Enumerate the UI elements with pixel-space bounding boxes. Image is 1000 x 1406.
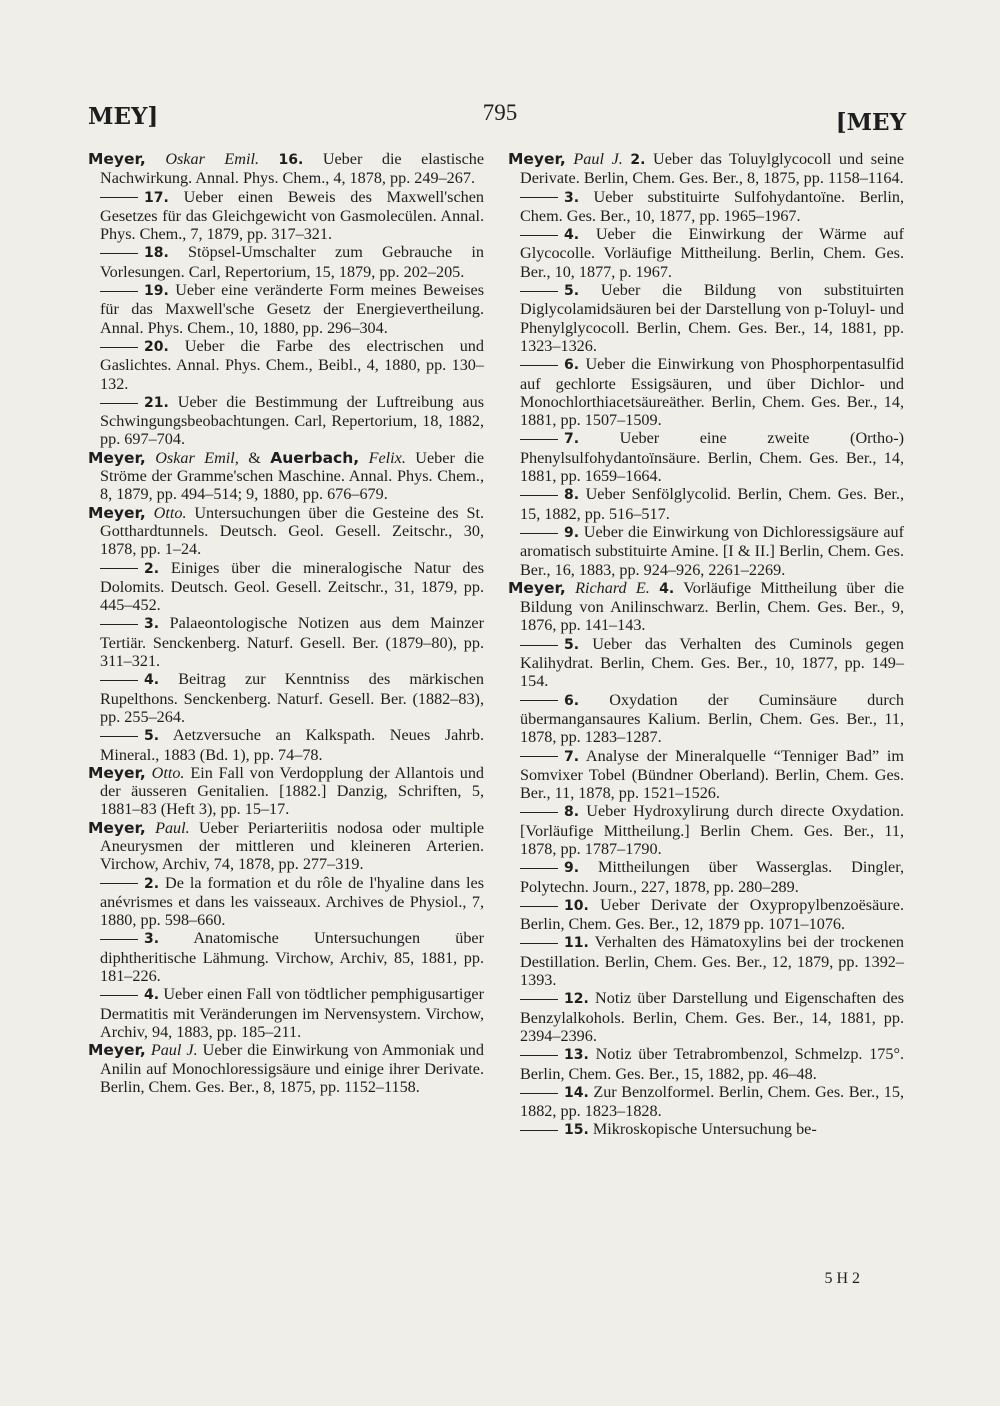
- running-header: [0, 100, 1000, 137]
- repeat-dash: [520, 700, 558, 701]
- header-left: MEY]: [88, 103, 159, 130]
- author-given-name: Paul J.: [573, 150, 623, 168]
- bibliography-entry: [88, 281, 484, 337]
- entry-text: Ueber die Bestimmung der Luftreibung aus Schwingungsbeobachtungen. Carl, Repertorium, 18, 1882, pp. 697–704.: [100, 392, 485, 449]
- repeat-dash: [100, 680, 138, 681]
- entry-text: Ueber die Einwirkung von Phosphorpentasulfid auf gechlorte Essigsäuren, und über Dichlor- und Monochlorthiacetsäureäther. Berlin, Chem. Ges. Ber., 14, 1881, pp. 1507–1509.: [520, 355, 905, 430]
- bibliography-entry: [508, 1120, 904, 1139]
- entry-number: 4.: [144, 672, 160, 689]
- entry-text: Zur Benzolformel. Berlin, Chem. Ges. Ber., 15, 1882, pp. 1823–1828.: [520, 1082, 905, 1121]
- entry-number: 17.: [144, 189, 169, 206]
- author-given-name: Oskar Emil.: [165, 150, 259, 168]
- signature-mark: 5 H 2: [824, 1270, 860, 1287]
- repeat-dash: [520, 943, 558, 944]
- bibliography-entry: [508, 523, 904, 579]
- entry-text: Mikroskopische Untersuchung be-: [592, 1120, 817, 1139]
- bibliography-entry: [88, 337, 484, 393]
- entry-number: 11.: [564, 935, 589, 952]
- repeat-dash: [520, 812, 558, 813]
- bibliography-entry: [88, 504, 484, 559]
- repeat-dash: [520, 868, 558, 869]
- entry-text: Stöpsel-Umschalter zum Gebrauche in Vorlesungen. Carl, Repertorium, 15, 1879, pp. 202–205.: [100, 243, 484, 281]
- left-column: [88, 150, 484, 1096]
- entry-number: 18.: [144, 245, 169, 262]
- entry-number: 3.: [144, 931, 160, 948]
- bibliography-entry: [88, 614, 484, 670]
- coauthor-given-name: Felix.: [368, 448, 406, 467]
- bibliography-entry: [508, 896, 904, 934]
- repeat-dash: [520, 533, 558, 534]
- bibliography-entry: [508, 225, 904, 281]
- bibliography-entry: [508, 1045, 904, 1083]
- author-given-name: Paul.: [155, 818, 190, 837]
- repeat-dash: [100, 568, 138, 569]
- bibliography-entry: [88, 929, 484, 985]
- entry-number: 2.: [144, 560, 160, 577]
- repeat-dash: [520, 439, 558, 440]
- entry-number: 4.: [144, 987, 160, 1004]
- author-surname: Meyer,: [88, 150, 146, 168]
- author-given-name: Otto.: [153, 503, 187, 522]
- bibliography-entry: [508, 858, 904, 896]
- entry-number: 7.: [564, 748, 580, 765]
- entry-text: De la formation et du rôle de l'hyaline dans les anévrismes et dans les vaisseaux. Archives de Physiol., 7, 1880, pp. 598–660.: [100, 873, 484, 930]
- repeat-dash: [520, 365, 558, 366]
- author-surname: Meyer,: [508, 150, 566, 168]
- author-given-name: Oskar Emil,: [155, 448, 239, 467]
- entry-number: 2.: [630, 152, 646, 168]
- bibliography-entry: [88, 985, 484, 1041]
- header-right: [MEY: [835, 109, 906, 136]
- author-surname: Meyer,: [88, 448, 146, 467]
- bibliography-entry: [508, 747, 904, 803]
- bibliography-entry: [508, 691, 904, 747]
- bibliography-entry: [88, 393, 484, 449]
- bibliography-entry: [508, 989, 904, 1045]
- bibliography-entry: [508, 355, 904, 429]
- entry-text: Notiz über Darstellung und Eigenschaften des Benzylalkohols. Berlin, Chem. Ges. Ber., 14, 1881, pp. 2394–2396.: [520, 989, 905, 1045]
- bibliography-entry: [88, 819, 484, 874]
- entry-text: Ein Fall von Verdopplung der Allantois und der äusseren Genitalien. [1882.] Danzig, Schriften, 5, 1881–83 (Heft 3), pp. 15–17.: [100, 763, 485, 819]
- repeat-dash: [100, 403, 138, 404]
- entry-text: Oxydation der Cuminsäure durch übermangansaures Kalium. Berlin, Chem. Ges. Ber., 11, 1878, pp. 1283–1287.: [520, 690, 905, 747]
- entry-text: Ueber die Einwirkung von Ammoniak und Anilin auf Monochloressigsäure und einige ihrer Derivate. Berlin, Chem. Ges. Ber., 8, 1875, pp. 1152–1158.: [100, 1041, 484, 1096]
- repeat-dash: [100, 347, 138, 348]
- entry-number: 8.: [564, 487, 580, 504]
- entry-text: Ueber die Einwirkung von Dichloressigsäure auf aromatisch substituirte Amine. [I & II.] Berlin, Chem. Ges. Ber., 16, 1883, pp. 924–926, 2261–2269.: [520, 522, 905, 579]
- bibliography-entry: [508, 802, 904, 858]
- entry-number: 9.: [564, 524, 580, 541]
- bibliography-entry: [508, 150, 904, 188]
- repeat-dash: [520, 1130, 558, 1131]
- bibliography-entry: [88, 559, 484, 615]
- entry-number: 3.: [564, 189, 580, 206]
- entry-text: Untersuchungen über die Gesteine des St. Gotthardtunnels. Deutsch. Geol. Gesell. Zeitschr., 30, 1878, pp. 1–24.: [100, 503, 485, 559]
- entry-text: Mittheilungen über Wasserglas. Dingler, Polytechn. Journ., 227, 1878, pp. 280–289.: [520, 858, 904, 896]
- author-surname: Meyer,: [88, 1041, 146, 1060]
- author-given-name: Paul J.: [150, 1041, 198, 1060]
- bibliography-entry: [508, 188, 904, 226]
- bibliography-entry: [508, 1083, 904, 1121]
- entry-text: Verhalten des Hämatoxylins bei der trockenen Destillation. Berlin, Chem. Ges. Ber., 12, 1879, pp. 1392–1393.: [520, 933, 904, 990]
- entry-text: Anatomische Untersuchungen über diphtheritische Lähmung. Virchow, Archiv, 85, 1881, pp. 181–226.: [100, 929, 484, 986]
- bibliography-entry: [508, 281, 904, 355]
- repeat-dash: [100, 883, 138, 884]
- repeat-dash: [520, 1055, 558, 1056]
- repeat-dash: [520, 291, 558, 292]
- entry-text: Ueber die Ströme der Gramme'schen Maschine. Annal. Phys. Chem., 8, 1879, pp. 494–514; 9, 1880, pp. 676–679.: [100, 448, 485, 504]
- entry-text: Vorläufige Mittheilung über die Bildung von Anilinschwarz. Berlin, Chem. Ges. Ber., 9, 1876, pp. 141–143.: [520, 578, 905, 635]
- entry-text: Aetzversuche an Kalkspath. Neues Jahrb. Mineral., 1883 (Bd. 1), pp. 74–78.: [100, 726, 484, 764]
- repeat-dash: [520, 495, 558, 496]
- bibliography-entry: [88, 449, 484, 504]
- bibliography-entry: [88, 243, 484, 281]
- bibliography-entry: [508, 429, 904, 485]
- entry-number: 6.: [564, 692, 580, 709]
- bibliography-entry: [508, 485, 904, 523]
- repeat-dash: [520, 197, 558, 198]
- entry-text: Ueber das Verhalten des Cuminols gegen Kalihydrat. Berlin, Chem. Ges. Ber., 10, 1877, pp. 149–154.: [520, 634, 905, 691]
- author-surname: Meyer,: [88, 763, 146, 782]
- bibliography-entry: [88, 1041, 484, 1096]
- entry-number: 5.: [564, 636, 580, 653]
- entry-number: 13.: [564, 1047, 589, 1064]
- entry-text: Notiz über Tetrabrombenzol, Schmelzp. 175°. Berlin, Chem. Ges. Ber., 15, 1882, pp. 46–48.: [520, 1045, 905, 1083]
- entry-number: 10.: [564, 897, 589, 914]
- repeat-dash: [520, 999, 558, 1000]
- repeat-dash: [100, 197, 138, 198]
- author-surname: Meyer,: [88, 818, 146, 837]
- page-number: 795: [482, 100, 518, 125]
- entry-text: Ueber das Toluylglycocoll und seine Derivate. Berlin, Chem. Ges. Ber., 8, 1875, pp. 1158–1164.: [520, 150, 905, 188]
- author-given-name: Richard E.: [575, 578, 650, 597]
- entry-text: Ueber die Farbe des electrischen und Gaslichtes. Annal. Phys. Chem., Beibl., 4, 1880, pp. 130–132.: [100, 336, 484, 393]
- entry-number: 8.: [564, 804, 580, 821]
- bibliography-entry: [88, 764, 484, 819]
- repeat-dash: [520, 906, 558, 907]
- repeat-dash: [520, 756, 558, 757]
- entry-number: 4.: [564, 227, 580, 244]
- entry-number: 6.: [564, 357, 580, 374]
- repeat-dash: [100, 995, 138, 996]
- entry-text: Ueber die elastische Nachwirkung. Annal. Phys. Chem., 4, 1878, pp. 249–267.: [100, 150, 485, 188]
- author-surname: Meyer,: [88, 503, 146, 522]
- entry-number: 9.: [564, 860, 580, 877]
- entry-text: Ueber eine zweite (Ortho-) Phenylsulfohydantoïnsäure. Berlin, Chem. Ges. Ber., 14, 1881, pp. 1659–1664.: [520, 429, 904, 486]
- bibliography-entry: [88, 726, 484, 764]
- repeat-dash: [100, 253, 138, 254]
- entry-number: 19.: [144, 283, 169, 300]
- entry-text: Ueber Periarteriitis nodosa oder multiple Aneurysmen der mittleren und kleineren Arterien. Virchow, Archiv, 74, 1878, pp. 277–319.: [100, 818, 485, 874]
- ampersand: &: [248, 448, 261, 467]
- entry-text: Ueber Senfölglycolid. Berlin, Chem. Ges. Ber., 15, 1882, pp. 516–517.: [520, 485, 905, 523]
- bibliography-entry: [88, 874, 484, 930]
- repeat-dash: [100, 624, 138, 625]
- entry-text: Ueber einen Beweis des Maxwell'schen Gesetzes für das Gleichgewicht von Gasmolecülen. Annal. Phys. Chem., 7, 1879, pp. 317–321.: [100, 187, 484, 244]
- entry-number: 2.: [144, 875, 160, 892]
- bibliography-entry: [508, 579, 904, 635]
- bibliography-entry: [88, 150, 484, 188]
- entry-number: 20.: [144, 338, 169, 355]
- right-column: [508, 150, 904, 1140]
- entry-number: 4.: [659, 580, 675, 597]
- coauthor-surname: Auerbach,: [270, 448, 360, 467]
- bibliography-entry: [508, 933, 904, 989]
- entry-text: Ueber Derivate der Oxypropylbenzoësäure. Berlin, Chem. Ges. Ber., 12, 1879 pp. 1071–1076.: [520, 895, 904, 934]
- entry-text: Ueber Hydroxylirung durch directe Oxydation. [Vorläufige Mittheilung.] Berlin Chem. Ges. Ber., 11, 1878, pp. 1787–1790.: [520, 802, 904, 858]
- bibliography-entry: [508, 635, 904, 691]
- entry-number: 12.: [564, 991, 589, 1008]
- bibliography-entry: [88, 670, 484, 726]
- entry-number: 7.: [564, 431, 580, 448]
- entry-text: Ueber eine veränderte Form meines Beweises für das Maxwell'sche Gesetz der Energievertheilung. Annal. Phys. Chem., 10, 1880, pp. 296–304.: [100, 281, 485, 337]
- entry-text: Palaeontologische Notizen aus dem Mainzer Tertiär. Senckenberg. Naturf. Gesell. Ber. (1879–80), pp. 311–321.: [100, 614, 485, 671]
- repeat-dash: [100, 939, 138, 940]
- entry-text: Analyse der Mineralquelle “Tenniger Bad” im Somvixer Tobel (Bündner Oberland). Berlin, Chem. Ges. Ber., 11, 1878, pp. 1521–1526.: [520, 746, 904, 803]
- entry-number: 14.: [564, 1084, 589, 1101]
- repeat-dash: [520, 645, 558, 646]
- entry-number: 15.: [564, 1122, 589, 1139]
- entry-text: Ueber die Bildung von substituirten Diglycolamidsäuren bei der Darstellung von p-Toluyl- und Phenylglycocoll. Berlin, Chem. Ges. Ber., 14, 1881, pp. 1323–1326.: [520, 281, 904, 355]
- entry-text: Ueber einen Fall von tödtlicher pemphigusartiger Dermatitis mit Veränderungen im Nervensystem. Virchow, Archiv, 94, 1883, pp. 185–211.: [100, 985, 485, 1041]
- repeat-dash: [100, 291, 138, 292]
- entry-number: 5.: [144, 728, 160, 745]
- author-given-name: Otto.: [151, 763, 185, 782]
- entry-number: 5.: [564, 283, 580, 300]
- repeat-dash: [520, 235, 558, 236]
- entry-number: 16.: [278, 152, 304, 168]
- author-surname: Meyer,: [508, 578, 566, 597]
- entry-number: 21.: [144, 394, 169, 411]
- entry-number: 3.: [144, 616, 160, 633]
- bibliography-entry: [88, 188, 484, 244]
- repeat-dash: [520, 1093, 558, 1094]
- entry-text: Einiges über die mineralogische Natur des Dolomits. Deutsch. Geol. Gesell. Zeitschr., 31, 1879, pp. 445–452.: [100, 558, 485, 615]
- entry-text: Beitrag zur Kenntniss des märkischen Rupelthons. Senckenberg. Naturf. Gesell. Ber. (1882–83), pp. 255–264.: [100, 670, 484, 726]
- entry-text: Ueber substituirte Sulfohydantoïne. Berlin, Chem. Ges. Ber., 10, 1877, pp. 1965–1967.: [520, 187, 905, 225]
- repeat-dash: [100, 736, 138, 737]
- entry-text: Ueber die Einwirkung der Wärme auf Glycocolle. Vorläufige Mittheilung. Berlin, Chem. Ges. Ber., 10, 1877, p. 1967.: [520, 225, 904, 281]
